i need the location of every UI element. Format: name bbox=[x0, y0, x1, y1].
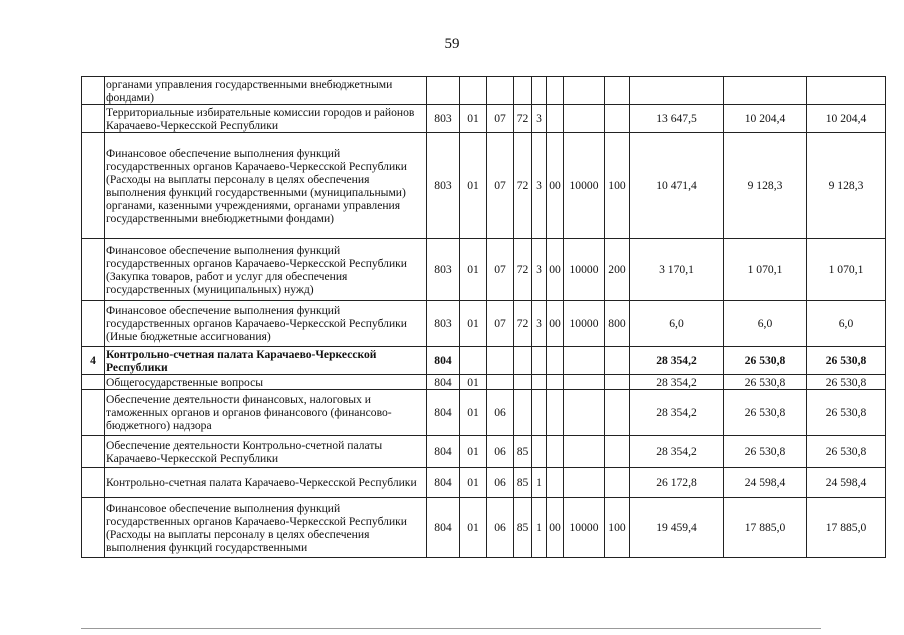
code-subprogram: 1 bbox=[532, 498, 547, 558]
amount-year-2: 26 530,8 bbox=[724, 390, 807, 436]
code-subsection bbox=[487, 347, 514, 375]
code-ministry: 804 bbox=[427, 498, 460, 558]
table-row bbox=[82, 77, 886, 105]
code-subprogram: 3 bbox=[532, 239, 547, 301]
code-program bbox=[514, 347, 532, 375]
table-row bbox=[82, 133, 886, 239]
amount-year-3: 17 885,0 bbox=[807, 498, 886, 558]
amount-year-1: 28 354,2 bbox=[630, 390, 724, 436]
code-item bbox=[547, 436, 564, 468]
code-section bbox=[460, 77, 487, 105]
row-number bbox=[82, 468, 105, 498]
row-name: Обеспечение деятельности Контрольно-счетной палаты Карачаево-Черкесской Республики bbox=[105, 436, 427, 468]
code-section: 01 bbox=[460, 133, 487, 239]
code-item: 00 bbox=[547, 301, 564, 347]
code-subsection: 06 bbox=[487, 436, 514, 468]
code-section bbox=[460, 347, 487, 375]
code-program: 72 bbox=[514, 133, 532, 239]
code-program bbox=[514, 375, 532, 390]
page-number: 59 bbox=[444, 36, 460, 52]
amount-year-3: 26 530,8 bbox=[807, 436, 886, 468]
code-direction: 10000 bbox=[564, 239, 605, 301]
amount-year-3: 10 204,4 bbox=[807, 105, 886, 133]
code-section: 01 bbox=[460, 498, 487, 558]
amount-year-2: 26 530,8 bbox=[724, 347, 807, 375]
row-name: Территориальные избирательные комиссии городов и районов Карачаево-Черкесской Республики bbox=[105, 105, 427, 133]
code-ministry: 804 bbox=[427, 436, 460, 468]
code-item: 00 bbox=[547, 239, 564, 301]
amount-year-2: 6,0 bbox=[724, 301, 807, 347]
code-subsection: 07 bbox=[487, 301, 514, 347]
code-direction bbox=[564, 375, 605, 390]
code-item bbox=[547, 77, 564, 105]
row-number: 4 bbox=[82, 347, 105, 375]
code-ministry: 803 bbox=[427, 133, 460, 239]
amount-year-1: 28 354,2 bbox=[630, 347, 724, 375]
code-item bbox=[547, 468, 564, 498]
code-item bbox=[547, 347, 564, 375]
amount-year-1: 28 354,2 bbox=[630, 436, 724, 468]
code-direction bbox=[564, 436, 605, 468]
code-subprogram bbox=[532, 390, 547, 436]
code-subsection: 06 bbox=[487, 390, 514, 436]
row-name: Финансовое обеспечение выполнения функций государственных органов Карачаево-Черкесской Республики (Закупка товаров, работ и услуг для обеспечения государственных (муниципальных) нужд) bbox=[105, 239, 427, 301]
budget-table bbox=[81, 76, 886, 558]
amount-year-3: 26 530,8 bbox=[807, 390, 886, 436]
code-section: 01 bbox=[460, 239, 487, 301]
code-subprogram: 3 bbox=[532, 105, 547, 133]
amount-year-2: 26 530,8 bbox=[724, 375, 807, 390]
code-subsection: 07 bbox=[487, 239, 514, 301]
amount-year-2: 24 598,4 bbox=[724, 468, 807, 498]
table-row bbox=[82, 105, 886, 133]
row-name: Контрольно-счетная палата Карачаево-Черкесской Республики bbox=[105, 468, 427, 498]
code-program: 85 bbox=[514, 468, 532, 498]
code-section: 01 bbox=[460, 436, 487, 468]
amount-year-2 bbox=[724, 77, 807, 105]
code-expense-type: 100 bbox=[605, 133, 630, 239]
code-expense-type: 100 bbox=[605, 498, 630, 558]
code-direction bbox=[564, 347, 605, 375]
code-ministry: 804 bbox=[427, 347, 460, 375]
row-number bbox=[82, 498, 105, 558]
code-section: 01 bbox=[460, 468, 487, 498]
amount-year-1: 13 647,5 bbox=[630, 105, 724, 133]
code-section: 01 bbox=[460, 301, 487, 347]
code-direction: 10000 bbox=[564, 133, 605, 239]
code-subprogram bbox=[532, 77, 547, 105]
code-direction bbox=[564, 77, 605, 105]
amount-year-1 bbox=[630, 77, 724, 105]
page-bottom-rule bbox=[81, 628, 821, 629]
row-name: органами управления государственными внебюджетными фондами) bbox=[105, 77, 427, 105]
code-ministry: 804 bbox=[427, 375, 460, 390]
table-row bbox=[82, 468, 886, 498]
code-subprogram: 3 bbox=[532, 301, 547, 347]
code-subsection: 06 bbox=[487, 498, 514, 558]
row-number bbox=[82, 375, 105, 390]
table-row bbox=[82, 347, 886, 375]
code-ministry bbox=[427, 77, 460, 105]
code-direction bbox=[564, 390, 605, 436]
row-number bbox=[82, 390, 105, 436]
code-expense-type bbox=[605, 347, 630, 375]
code-program: 72 bbox=[514, 301, 532, 347]
code-item bbox=[547, 390, 564, 436]
code-ministry: 804 bbox=[427, 390, 460, 436]
code-subsection: 07 bbox=[487, 133, 514, 239]
code-program: 85 bbox=[514, 436, 532, 468]
amount-year-3: 26 530,8 bbox=[807, 347, 886, 375]
code-subprogram bbox=[532, 347, 547, 375]
amount-year-1: 19 459,4 bbox=[630, 498, 724, 558]
code-expense-type bbox=[605, 375, 630, 390]
amount-year-3: 26 530,8 bbox=[807, 375, 886, 390]
amount-year-1: 26 172,8 bbox=[630, 468, 724, 498]
code-program bbox=[514, 390, 532, 436]
code-expense-type bbox=[605, 468, 630, 498]
code-ministry: 803 bbox=[427, 301, 460, 347]
code-expense-type: 800 bbox=[605, 301, 630, 347]
amount-year-3: 9 128,3 bbox=[807, 133, 886, 239]
row-number bbox=[82, 77, 105, 105]
amount-year-1: 28 354,2 bbox=[630, 375, 724, 390]
code-expense-type bbox=[605, 105, 630, 133]
code-direction: 10000 bbox=[564, 498, 605, 558]
amount-year-3: 1 070,1 bbox=[807, 239, 886, 301]
code-program: 72 bbox=[514, 105, 532, 133]
table-row bbox=[82, 239, 886, 301]
table-row bbox=[82, 375, 886, 390]
code-subprogram: 3 bbox=[532, 133, 547, 239]
row-name: Обеспечение деятельности финансовых, налоговых и таможенных органов и органов финансового (финансово-бюджетного) надзора bbox=[105, 390, 427, 436]
code-direction: 10000 bbox=[564, 301, 605, 347]
code-subprogram bbox=[532, 375, 547, 390]
code-program: 72 bbox=[514, 239, 532, 301]
code-section: 01 bbox=[460, 375, 487, 390]
amount-year-3: 6,0 bbox=[807, 301, 886, 347]
row-name: Контрольно-счетная палата Карачаево-Черкесской Республики bbox=[105, 347, 427, 375]
code-expense-type bbox=[605, 436, 630, 468]
amount-year-2: 9 128,3 bbox=[724, 133, 807, 239]
amount-year-1: 6,0 bbox=[630, 301, 724, 347]
amount-year-3 bbox=[807, 77, 886, 105]
code-subsection bbox=[487, 375, 514, 390]
row-name: Финансовое обеспечение выполнения функций государственных органов Карачаево-Черкесской Республики (Расходы на выплаты персоналу в целях обеспечения выполнения функций государственными bbox=[105, 498, 427, 558]
code-subsection: 07 bbox=[487, 105, 514, 133]
table-row bbox=[82, 301, 886, 347]
row-name: Общегосударственные вопросы bbox=[105, 375, 427, 390]
row-number bbox=[82, 436, 105, 468]
code-subsection: 06 bbox=[487, 468, 514, 498]
code-subsection bbox=[487, 77, 514, 105]
table-row bbox=[82, 390, 886, 436]
code-ministry: 803 bbox=[427, 105, 460, 133]
table-row bbox=[82, 498, 886, 558]
code-expense-type bbox=[605, 390, 630, 436]
code-item bbox=[547, 375, 564, 390]
amount-year-1: 3 170,1 bbox=[630, 239, 724, 301]
amount-year-1: 10 471,4 bbox=[630, 133, 724, 239]
code-direction bbox=[564, 105, 605, 133]
row-number bbox=[82, 239, 105, 301]
code-subprogram bbox=[532, 436, 547, 468]
code-ministry: 803 bbox=[427, 239, 460, 301]
row-number bbox=[82, 133, 105, 239]
amount-year-2: 10 204,4 bbox=[724, 105, 807, 133]
row-number bbox=[82, 105, 105, 133]
code-section: 01 bbox=[460, 390, 487, 436]
table-row bbox=[82, 436, 886, 468]
amount-year-3: 24 598,4 bbox=[807, 468, 886, 498]
code-program: 85 bbox=[514, 498, 532, 558]
code-section: 01 bbox=[460, 105, 487, 133]
code-item bbox=[547, 105, 564, 133]
row-number bbox=[82, 301, 105, 347]
code-subprogram: 1 bbox=[532, 468, 547, 498]
code-expense-type: 200 bbox=[605, 239, 630, 301]
row-name: Финансовое обеспечение выполнения функций государственных органов Карачаево-Черкесской Республики (Иные бюджетные ассигнования) bbox=[105, 301, 427, 347]
amount-year-2: 1 070,1 bbox=[724, 239, 807, 301]
amount-year-2: 26 530,8 bbox=[724, 436, 807, 468]
code-expense-type bbox=[605, 77, 630, 105]
code-item: 00 bbox=[547, 498, 564, 558]
row-name: Финансовое обеспечение выполнения функций государственных органов Карачаево-Черкесской Республики (Расходы на выплаты персоналу в целях обеспечения выполнения функций государственными (муниципальными) органами, казенными учреждениями, органами управления государственными внебюджетными фондами) bbox=[105, 133, 427, 239]
code-item: 00 bbox=[547, 133, 564, 239]
code-ministry: 804 bbox=[427, 468, 460, 498]
code-direction bbox=[564, 468, 605, 498]
amount-year-2: 17 885,0 bbox=[724, 498, 807, 558]
code-program bbox=[514, 77, 532, 105]
